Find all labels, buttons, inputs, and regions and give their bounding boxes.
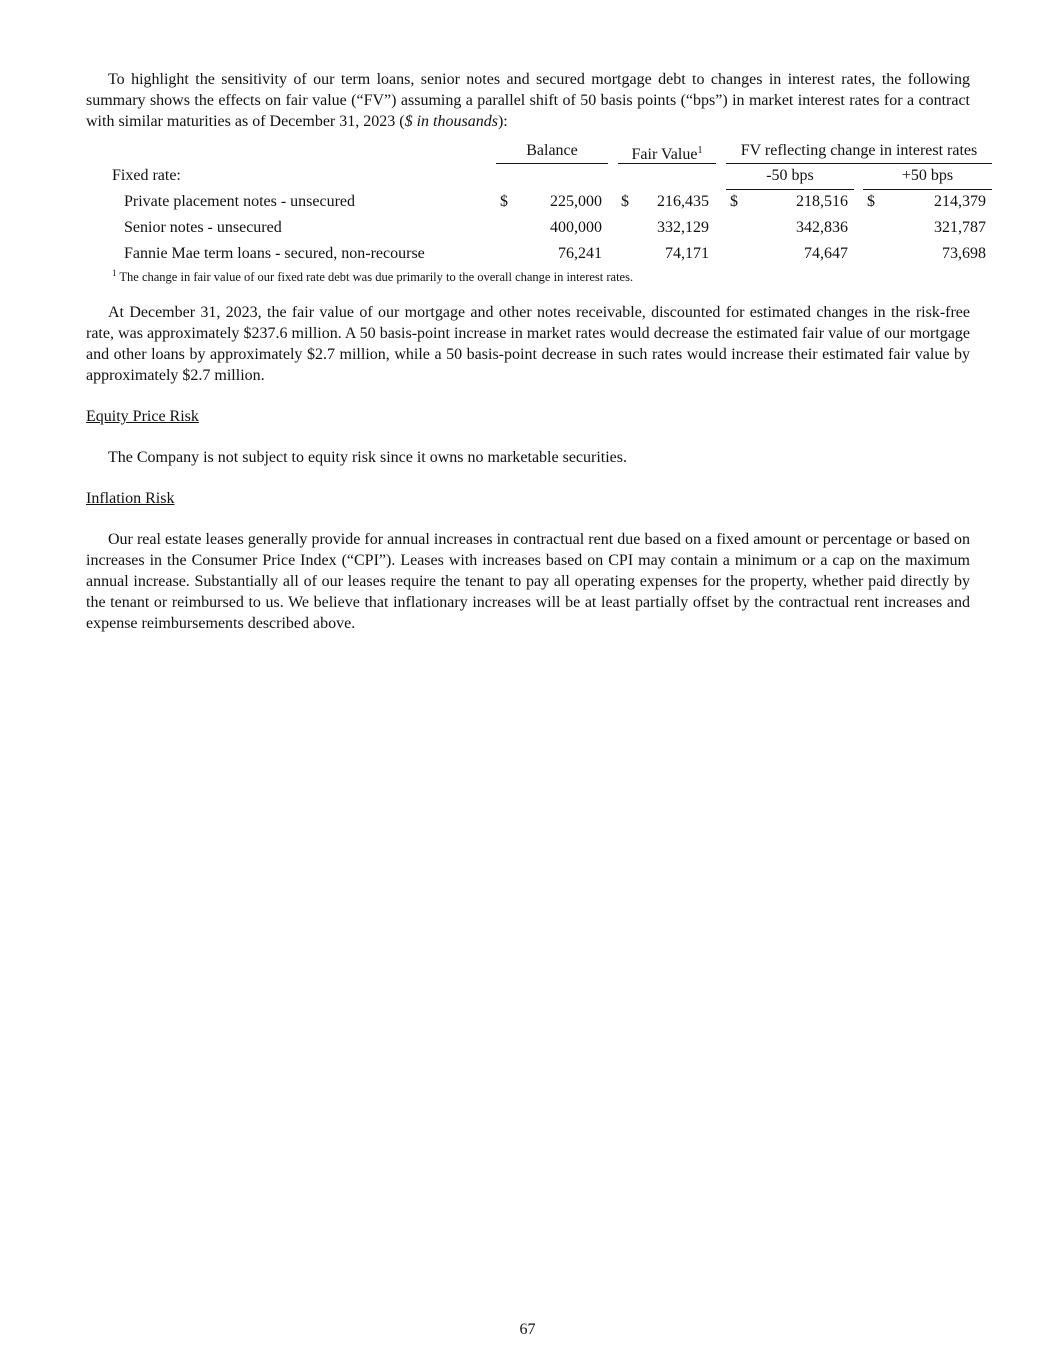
intro-text-end: ): [497, 113, 508, 130]
cell-balance: 76,241 [558, 245, 602, 262]
section-label-fixed-rate: Fixed rate: [112, 167, 181, 184]
cell-minus-50: 74,647 [804, 245, 848, 262]
intro-italic: $ in thousands [404, 113, 498, 130]
header-rule-fv-change [726, 163, 992, 164]
cell-plus-50: 321,787 [934, 219, 986, 236]
cell-plus-50: 73,698 [942, 245, 986, 262]
cell-plus-50: 214,379 [934, 193, 986, 210]
row-label: Private placement notes - unsecured [124, 193, 356, 210]
cell-balance: 225,000 [550, 193, 602, 210]
header-balance: Balance [526, 142, 578, 159]
cell-fair-value: 216,435 [657, 193, 709, 210]
inflation-risk-heading: Inflation Risk [86, 490, 175, 507]
table-row [86, 243, 996, 265]
intro-paragraph [86, 69, 970, 132]
table-footnote [112, 268, 633, 285]
header-fv-change: FV reflecting change in interest rates [740, 142, 978, 159]
cell-fair-value: 74,171 [665, 245, 709, 262]
cell-minus-50: 342,836 [796, 219, 848, 236]
row-label: Fannie Mae term loans - secured, non-recourse [124, 245, 425, 262]
currency-symbol: $ [730, 193, 738, 210]
table-row [86, 217, 996, 239]
footnote-text: The change in fair value of our fixed rate debt was due primarily to the overall change in interest rates. [119, 270, 634, 284]
page-number: 67 [519, 1321, 536, 1338]
footnote-marker: 1 [112, 268, 117, 278]
table-subheader-row [86, 165, 996, 187]
equity-paragraph: The Company is not subject to equity risk since it owns no marketable securities. [108, 449, 628, 466]
inflation-paragraph: Our real estate leases generally provide for annual increases in contractual rent due based on a fixed amount or percentage or based on increases in the Consumer Price Index (“CPI”). Leases with increases based on CPI may contain a minimum or a cap on the maximum annual increase. Substantially all of our leases require the tenant to pay all operating expenses for the property, whether paid directly by the tenant or reimbursed to us. We believe that inflationary increases will be at least partially offset by the contractual rent increases and expense reimbursements described above. [86, 531, 970, 632]
cell-minus-50: 218,516 [796, 193, 848, 210]
row-label: Senior notes - unsecured [124, 219, 282, 236]
header-plus-50: +50 bps [901, 167, 954, 184]
header-fair-value-sup: 1 [697, 145, 703, 156]
header-fair-value: Fair Value$^1$ [631, 145, 703, 163]
header-rule-balance [496, 163, 608, 164]
currency-symbol: $ [621, 193, 629, 210]
header-rule-fair-value [618, 163, 716, 164]
currency-symbol: $ [867, 193, 875, 210]
fair-value-table [86, 140, 996, 284]
subheader-rule-minus [726, 189, 854, 190]
cell-balance: 400,000 [550, 219, 602, 236]
intro-text: To highlight the sensitivity of our term loans, senior notes and secured mortgage debt to changes in interest rates, the following summary shows the effects on fair value (“FV”) assuming a parallel shift of 50 basis points (“bps”) in market interest rates for a contract with similar maturities as of December 31, 2023 ( [86, 71, 970, 130]
cell-fair-value: 332,129 [657, 219, 709, 236]
equity-price-risk-heading: Equity Price Risk [86, 408, 199, 425]
subheader-rule-plus [863, 189, 992, 190]
document-body [86, 69, 986, 634]
fair-value-paragraph: At December 31, 2023, the fair value of our mortgage and other notes receivable, discounted for estimated changes in the risk-free rate, was approximately $237.6 million. A 50 basis-point increase in market rates would decrease the estimated fair value of our mortgage and other loans by approximately $2.7 million, while a 50 basis-point decrease in such rates would increase their estimated fair value by approximately $2.7 million. [86, 304, 970, 384]
table-header-row [86, 140, 996, 162]
currency-symbol: $ [500, 193, 508, 210]
table-row [86, 191, 996, 213]
header-minus-50: -50 bps [766, 167, 814, 184]
